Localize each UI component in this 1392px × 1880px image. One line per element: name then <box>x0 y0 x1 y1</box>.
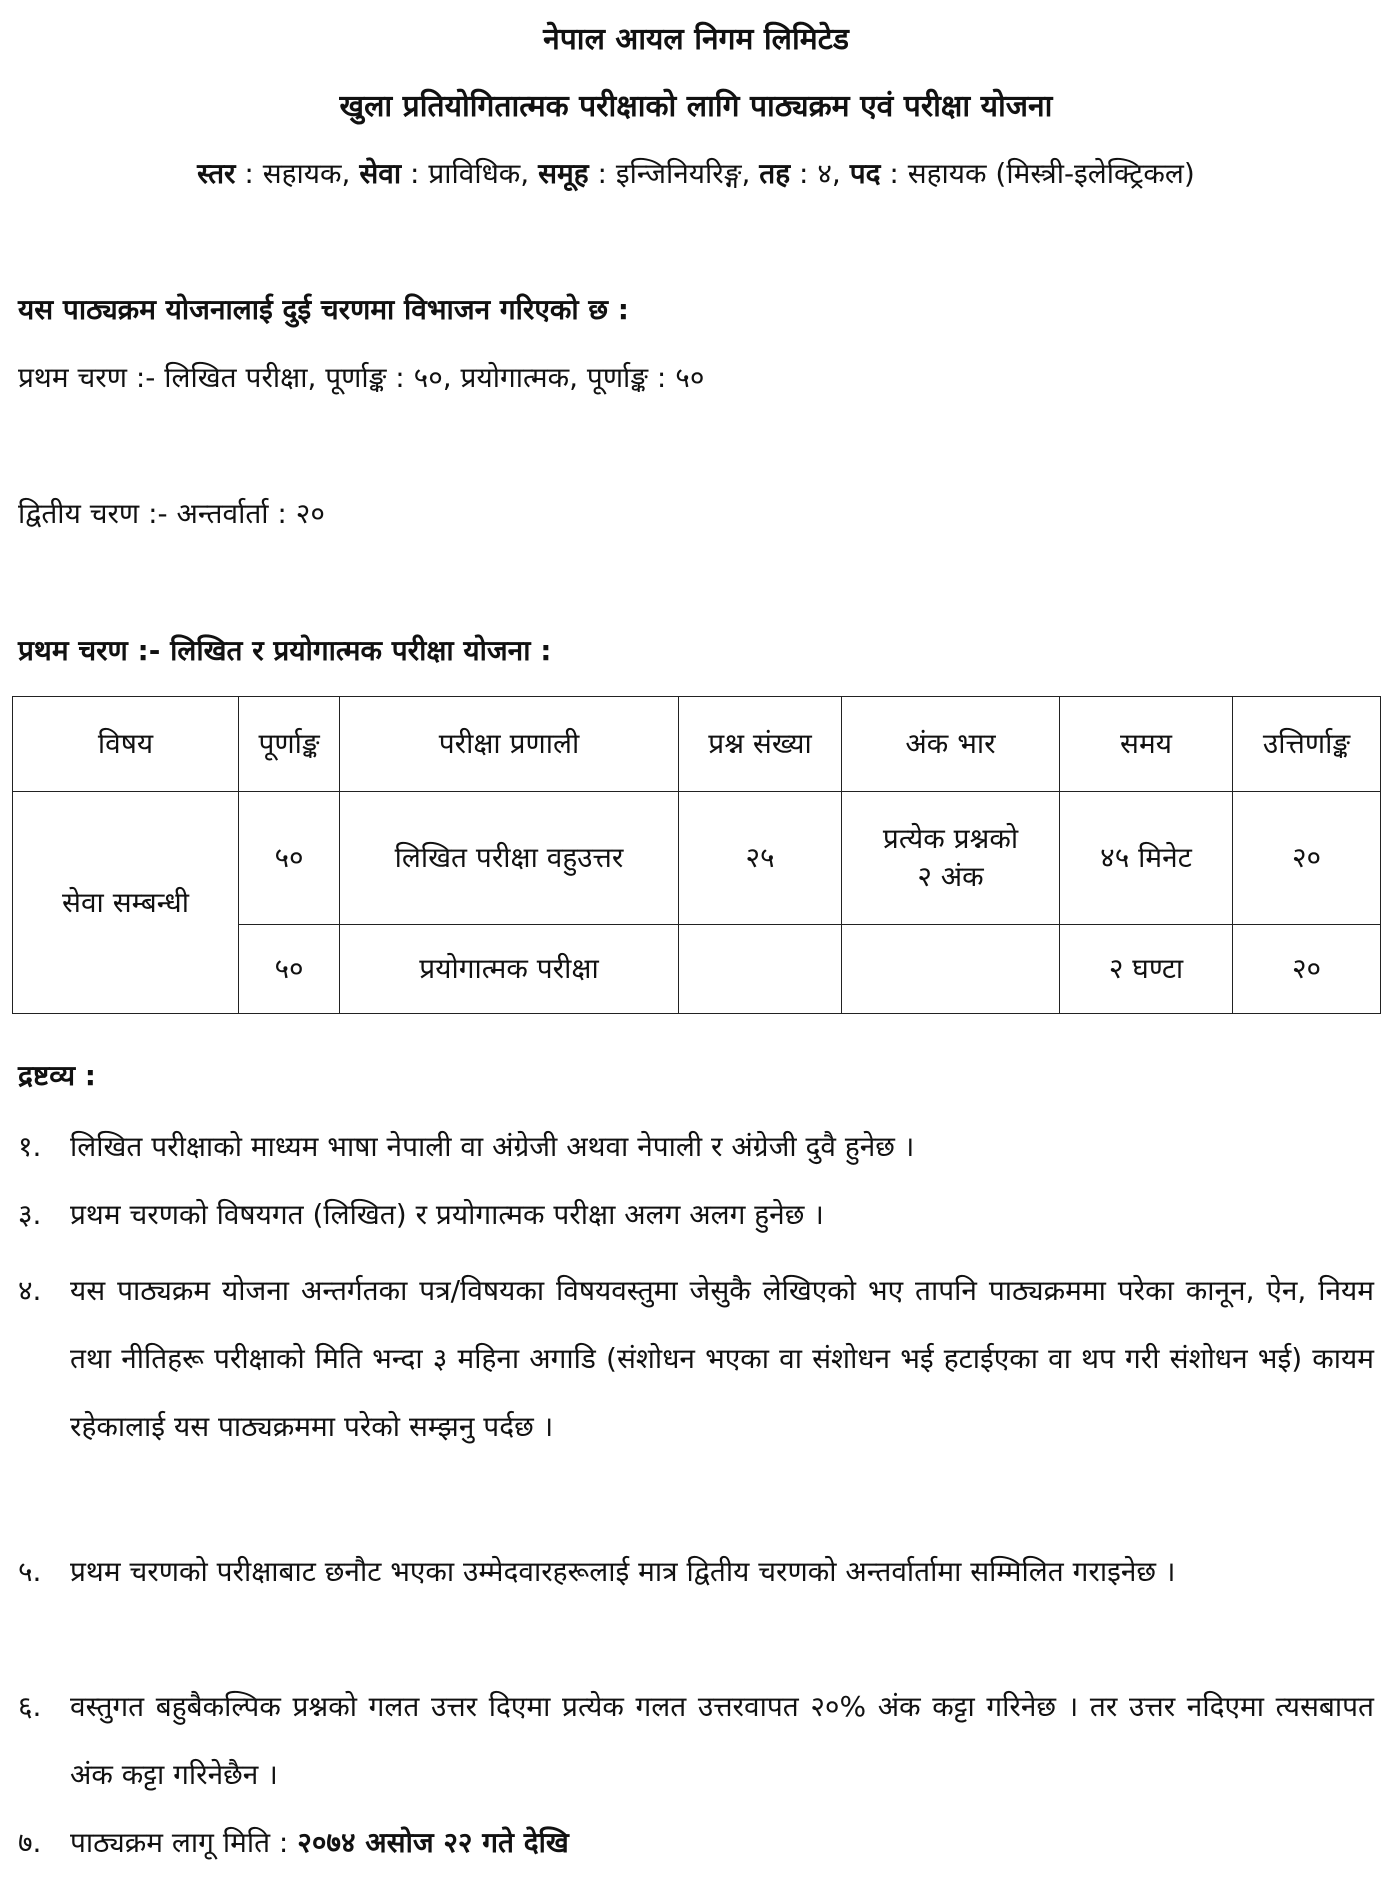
full-marks-cell: ५० <box>239 792 340 925</box>
level-label: स्तर <box>197 157 236 190</box>
exam-scheme-table <box>12 696 1381 1014</box>
full-marks-cell: ५० <box>239 925 340 1014</box>
exam-system-cell: प्रयोगात्मक परीक्षा <box>340 925 679 1014</box>
mark-weight-cell <box>842 792 1060 925</box>
header-mark-weight: अंक भार <box>842 697 1060 792</box>
question-count-cell <box>679 925 842 1014</box>
group-value: इन्जिनियरिङ्ग, <box>615 157 751 190</box>
time-cell: २ घण्टा <box>1060 925 1233 1014</box>
note-number: ७. <box>18 1826 42 1859</box>
mark-weight-line-1: प्रत्येक प्रश्नको <box>882 822 1019 855</box>
table-row <box>13 792 1381 925</box>
header-pass-marks: उत्तिर्णाङ्क <box>1233 697 1381 792</box>
header-question-count: प्रश्न संख्या <box>679 697 842 792</box>
note-number: १. <box>18 1130 42 1163</box>
post-value: सहायक (मिस्त्री-इलेक्ट्रिकल) <box>907 157 1195 190</box>
note-text <box>70 1809 1374 1877</box>
level-value: सहायक, <box>262 157 351 190</box>
note-text: वस्तुगत बहुबैकल्पिक प्रश्नको गलत उत्तर दिएमा प्रत्येक गलत उत्तरवापत २०% अंक कट्टा गरिनेछ । तर उत्तर नदिएमा त्यसबापत अंक कट्टा गरिनेछैन । <box>70 1690 1374 1791</box>
note-number: ४. <box>18 1274 42 1307</box>
effective-date-value: २०७४ असोज २२ गते देखि <box>297 1826 569 1859</box>
phases-intro: यस पाठ्यक्रम योजनालाई दुई चरणमा विभाजन गरिएको छ : <box>18 293 629 326</box>
pass-marks-cell: २० <box>1233 792 1381 925</box>
time-cell: ४५ मिनेट <box>1060 792 1233 925</box>
question-count-cell: २५ <box>679 792 842 925</box>
service-label: सेवा <box>359 157 402 190</box>
note-item <box>18 1257 1374 1461</box>
header-subject: विषय <box>13 697 239 792</box>
subject-cell: सेवा सम्बन्धी <box>13 792 239 1014</box>
phase-one-summary: प्रथम चरण :- लिखित परीक्षा, पूर्णाङ्क : ५०, प्रयोगात्मक, पूर्णाङ्क : ५० <box>18 361 705 394</box>
effective-date-label: पाठ्यक्रम लागू मिति : <box>70 1826 289 1859</box>
document-title: खुला प्रतियोगितात्मक परीक्षाको लागि पाठ्यक्रम एवं परीक्षा योजना <box>339 89 1053 124</box>
header-time: समय <box>1060 697 1233 792</box>
header-full-marks: पूर्णाङ्क <box>239 697 340 792</box>
pass-marks-cell: २० <box>1233 925 1381 1014</box>
note-item-effective-date <box>18 1809 1374 1877</box>
post-details-line: स्तर : सहायक, सेवा : प्राविधिक, समूह : इन्जिनियरिङ्ग, तह : ४, पद : सहायक (मिस्त्री-इलेक्ट्रिकल) <box>197 157 1195 190</box>
note-number: ६. <box>18 1690 42 1723</box>
note-item <box>18 1181 1374 1249</box>
org-name: नेपाल आयल निगम लिमिटेड <box>543 22 849 57</box>
note-item <box>18 1113 1374 1181</box>
note-item <box>18 1538 1374 1606</box>
mark-weight-line-2: २ अंक <box>917 860 984 893</box>
service-value: प्राविधिक, <box>428 157 530 190</box>
note-text: प्रथम चरणको विषयगत (लिखित) र प्रयोगात्मक परीक्षा अलग अलग हुनेछ । <box>70 1198 824 1231</box>
grade-value: ४, <box>817 157 841 190</box>
note-item <box>18 1673 1374 1809</box>
grade-label: तह <box>759 157 791 190</box>
group-label: समूह <box>538 157 589 190</box>
table-header-row <box>13 697 1381 792</box>
post-label: पद <box>849 157 881 190</box>
note-text: यस पाठ्यक्रम योजना अन्तर्गतका पत्र/विषयका विषयवस्तुमा जेसुकै लेखिएको भए तापनि पाठ्यक्रममा परेका कानून, ऐन, नियम तथा नीतिहरू परीक्षाको मिति भन्दा ३ महिना अगाडि (संशोधन भएका वा संशोधन भई हटाईएका वा थप गरी संशोधन भई) कायम रहेकालाई यस पाठ्यक्रममा परेको सम्झनु पर्दछ । <box>70 1274 1374 1443</box>
note-text: लिखित परीक्षाको माध्यम भाषा नेपाली वा अंग्रेजी अथवा नेपाली र अंग्रेजी दुवै हुनेछ । <box>70 1130 915 1163</box>
phase-two-summary: द्वितीय चरण :- अन्तर्वार्ता : २० <box>18 497 325 530</box>
header-exam-system: परीक्षा प्रणाली <box>340 697 679 792</box>
note-number: ३. <box>18 1198 42 1231</box>
note-number: ५. <box>18 1555 42 1588</box>
exam-system-cell: लिखित परीक्षा वहुउत्तर <box>340 792 679 925</box>
table-title: प्रथम चरण :- लिखित र प्रयोगात्मक परीक्षा योजना : <box>18 634 552 667</box>
notes-title: द्रष्टव्य : <box>18 1059 96 1092</box>
note-text: प्रथम चरणको परीक्षाबाट छनौट भएका उम्मेदवारहरूलाई मात्र द्वितीय चरणको अन्तर्वार्तामा सम्मिलित गराइनेछ । <box>70 1555 1176 1588</box>
mark-weight-cell <box>842 925 1060 1014</box>
